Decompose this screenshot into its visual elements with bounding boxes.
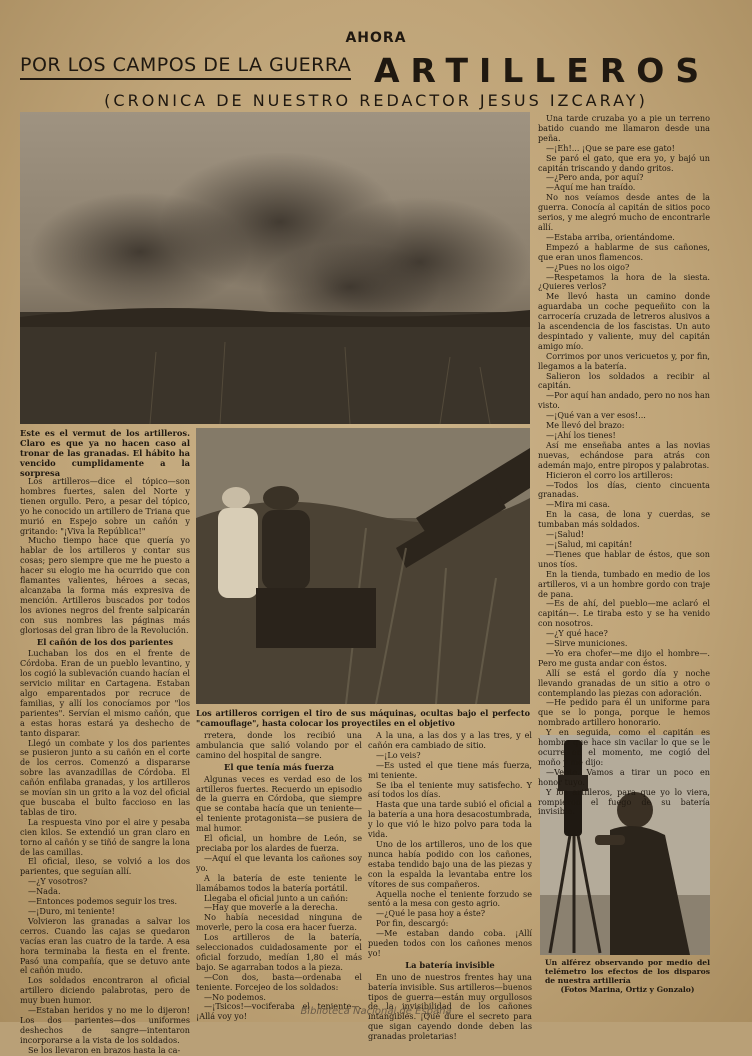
paragraph: —¡Ahí los tienes! xyxy=(546,430,616,440)
paragraph: —Estaban heridos y no me lo dijeron! Los dos parientes—dos uniformes deshechos de sangre—intentaron incorporarse a la vista de los soldados. xyxy=(20,1005,190,1045)
subheading: El cañón de los dos parientes xyxy=(36,636,174,647)
paragraph: —Sirve municiones. xyxy=(546,638,628,649)
paragraph: —¿Y vosotros? xyxy=(28,876,88,887)
paragraph: —Tienes que hablar de éstos, que son unos tíos. xyxy=(538,548,710,569)
photo-artillery-crew xyxy=(196,428,530,704)
kicker: AHORA xyxy=(345,30,407,46)
library-watermark: Biblioteca Nacional de España xyxy=(300,1006,452,1017)
paragraph: Uno de los artilleros, uno de los que nunca había podido con los cañones, estaba tendido bajo una de las piezas y con la espalda la levantaba entre los vítores de sus compañeros. xyxy=(368,838,532,889)
paragraph: —¡Salud! xyxy=(546,529,584,540)
paragraph: A la batería de este teniente le llamábamos todos la batería portátil. xyxy=(196,872,362,893)
text-column-2 xyxy=(196,730,362,1022)
paragraph: —Entonces podemos seguir los tres. xyxy=(28,896,178,907)
paragraph: —Respetamos la hora de la siesta. ¿Quieres verlos? xyxy=(538,271,710,292)
paragraph: En la casa, de lona y cuerdas, se tumbaban más soldados. xyxy=(538,509,710,530)
paragraph: Hasta que una tarde subió el oficial a la batería a una hora desacostumbrada, y lo que vió le hizo polvo para toda la vida. xyxy=(368,799,532,840)
paragraph: En la tienda, tumbado en medio de los artilleros, vi a un hombre gordo con traje de pana. xyxy=(538,568,710,599)
paragraph: Hicieron el corro los artilleros: xyxy=(546,469,673,480)
paragraph: —¡Lo veis? xyxy=(376,749,421,760)
paragraph: Mucho tiempo hace que quería yo hablar de los artilleros y contar sus cosas; pero siempre que me he puesto a hacer su elogio me ha ocurrido que con flamantes valientes, héroes a secas, alcanzaba la forma más expresiva de mención. Artilleros buscados por todos los aviones negros del frente salpicarán con sus nombres las páginas más gloriosas del gran libro de la Revolución. xyxy=(20,535,190,635)
paragraph: —He pedido para él un uniforme para que se lo ponga, porque le hemos nombrado artillero honorario. xyxy=(538,697,710,728)
paragraph: Así me enseñaba antes a las novias nuevas, echándose para atrás con ademán majo, entre piropos y palabrotas. xyxy=(538,439,710,470)
paragraph: Los soldados encontraron al oficial artillero diciendo palabrotas, pero de muy buen humor. xyxy=(20,975,190,1006)
paragraph: —Es de ahí, del pueblo—me aclaró el capitán—. Le tiraba esto y se ha venido con nosotros. xyxy=(538,598,710,629)
paragraph: —No podemos. xyxy=(204,991,266,1002)
paragraph: —Hay que moverle a la derecha. xyxy=(204,902,338,913)
caption-right-photo: Un alférez observando por medio del telémetro los efectos de los disparos de nuestra artillería xyxy=(545,958,710,985)
paragraph: Se los llevaron en brazos hasta la ca- xyxy=(28,1044,181,1055)
paragraph: —¿Y qué hace? xyxy=(546,628,608,639)
paragraph: —Yo era chofer—me dijo el hombre—. Pero me gusta andar con éstos. xyxy=(538,647,710,668)
caption-top-photo: Este es el vermut de los artilleros. Claro es que ya no hacen caso al tronar de las granadas. El hábito ha vencido cumplidamente a la sorpresa xyxy=(20,428,190,478)
paragraph: Luchaban los dos en el frente de Córdoba. Eran de un pueblo levantino, y los cogió la sublevación cuando hacían el servicio militar en Cartagena. Estaban algo emparentados por recruce de familias, y allí los conocíamos por "los parientes". Servían el mismo cañón, que a estas horas estará ya deshecho de tanto disparar. xyxy=(20,648,190,738)
paragraph: Llegó un combate y los dos parientes se pusieron junto a su cañón en el corte de los cerros. Comenzó a dispararse sobre las avanzadillas de Córdoba. El cañón enfilaba granadas, y los artilleros se movían sin un grito a la voz del oficial que buscaba el bulto faccioso en las tablas de tiro. xyxy=(20,737,190,817)
paragraph: Se iba el teniente muy satisfecho. Y así todos los días. xyxy=(368,779,532,800)
paragraph: —Vente. Vamos a tirar un poco en honor tuyo. xyxy=(538,766,710,787)
paragraph: —Me estaban dando coba. ¡Allí pueden todos con los cañones menos yo! xyxy=(368,928,532,958)
artillery-crew-image xyxy=(196,428,530,704)
paragraph: Me llevó hasta un camino donde aguardaba un coche pequeñito con la carrocería cruzada de letreros alusivos a la ascendencia de los fascistas. Un auto despintado y valiente, muy del capitán amigo mío. xyxy=(538,291,710,351)
paragraph: —Por aquí han andado, pero no nos han visto. xyxy=(538,390,710,411)
paragraph: —¿Qué le pasa hoy a éste? xyxy=(376,908,486,919)
smoke-field-image xyxy=(20,112,530,424)
paragraph: Salieron los soldados a recibir al capitán. xyxy=(538,370,710,391)
paragraph: —Estaba arriba, orientándome. xyxy=(546,231,675,242)
caption-middle-photo: Los artilleros corrigen el tiro de sus máquinas, ocultas bajo el perfecto "camouflage", hasta colocar los proyectiles en el objetivo xyxy=(196,708,530,728)
paragraph: Aquella noche el teniente forzudo se sentó a la mesa con gesto agrio. xyxy=(368,888,532,909)
paragraph: Allí se está el gordo día y noche llevando granadas de un sitio a otro o contemplando las piezas con adoración. xyxy=(538,667,710,698)
paragraph: Empezó a hablarme de sus cañones, que eran unos flamencos. xyxy=(538,241,710,262)
paragraph: rretera, donde los recibió una ambulancia que salió volando por el camino del hospital de sangre. xyxy=(196,730,362,760)
subheading: El que tenía más fuerza xyxy=(224,761,334,772)
paragraph: —Aquí el que levanta los cañones soy yo. xyxy=(196,852,362,873)
paragraph: Me llevó del brazo: xyxy=(546,420,625,431)
paragraph: Los artilleros—dice el tópico—son hombres fuertes, salen del Norte y tienen orgullo. Pero, a pesar del tópico, yo he conocido un artillero de Triana que murió en Espejo sobre un cañón y gritando: "¡Viva la República!" xyxy=(20,476,190,536)
paragraph: —¡Duro, mi teniente! xyxy=(28,905,115,916)
paragraph: Corrimos por unos vericuetos y, por fin, llegamos a la batería. xyxy=(538,350,710,371)
paragraph: —¡Eh!... ¡Que se pare ese gato! xyxy=(546,142,675,153)
text-column-1 xyxy=(20,476,190,1055)
section-title: POR LOS CAMPOS DE LA GUERRA xyxy=(20,54,351,80)
paragraph: Se paró el gato, que era yo, y bajó un capitán triscando y dando gritos. xyxy=(538,152,710,173)
paragraph: —¡Salud, mi capitán! xyxy=(546,538,633,549)
article-title: ARTILLEROS xyxy=(374,51,711,90)
paragraph: —Todos los días, ciento cincuenta granadas. xyxy=(538,479,710,500)
text-column-4 xyxy=(538,113,710,817)
paragraph: —Con dos, basta—ordenaba el teniente. Forcejeo de los soldados: xyxy=(196,971,362,992)
paragraph: No había necesidad ninguna de moverle, pero la cosa era hacer fuerza. xyxy=(196,912,362,933)
paragraph: Algunas veces es verdad eso de los artilleros fuertes. Recuerdo un episodio de la guerra en Córdoba, que siempre que se contaba hacía que un teniente—el teniente protagonista—se pusiera de mal humor. xyxy=(196,773,362,834)
paragraph: Por fin, descargó: xyxy=(376,918,449,929)
article-subtitle: (CRONICA DE NUESTRO REDACTOR JESUS IZCARAY) xyxy=(104,91,648,110)
paragraph: A la una, a las dos y a las tres, y el cañón era cambiado de sitio. xyxy=(368,730,532,750)
paragraph: Y los artilleros, para que yo lo viera, rompieron el fuego de su batería invisible. xyxy=(538,786,710,817)
paragraph: —Nada. xyxy=(28,886,61,897)
paragraph: —¿Pero anda, por aquí? xyxy=(546,172,644,183)
photo-smoke-field xyxy=(20,112,530,424)
paragraph: —Es usted el que tiene más fuerza, mi teniente. xyxy=(368,759,532,780)
paragraph: —¿Pues no los oigo? xyxy=(546,261,630,272)
paragraph: El oficial, ileso, se volvió a los dos parientes, que seguían allí. xyxy=(20,856,190,877)
paragraph: El oficial, un hombre de León, se preciaba por los alardes de fuerza. xyxy=(196,833,362,853)
paragraph: La respuesta vino por el aire y pesaba cien kilos. Se extendió un gran claro en torno al cañón y se tiñó de sangre la lona de las camillas. xyxy=(20,816,190,857)
paragraph: Los artilleros de la batería, seleccionados cuidadosamente por el oficial forzudo, medían 1,80 el más bajo. Se agarraban todos a la pieza. xyxy=(196,932,362,972)
paragraph: Y en seguida, como el capitán es hombre que hace sin vacilar lo que se le ocurre en el momento, me cogió del moño y me dijo: xyxy=(538,727,710,767)
paragraph: Una tarde cruzaba yo a pie un terreno batido cuando me llamaron desde una peña. xyxy=(538,113,710,143)
paragraph: No nos veíamos desde antes de la guerra. Conocía al capitán de sitios poco serios, y me alegró mucho de encontrarle allí. xyxy=(538,192,710,232)
subheading: La batería invisible xyxy=(405,959,495,970)
paragraph: Llegaba el oficial junto a un cañón: xyxy=(204,892,349,903)
photo-credits: (Fotos Marina, Ortiz y Gonzalo) xyxy=(560,985,695,994)
paragraph: —Mira mi casa. xyxy=(546,499,610,510)
paragraph: —Aquí me han traído. xyxy=(546,182,636,193)
paragraph: Volvieron las granadas a salvar los cerros. Cuando las cajas se quedaron vacías eran las cuatro de la tarde. A esa hora terminaba la fiesta en el frente. Pasó una compañía, que se detuvo ante el cañón mudo. xyxy=(20,915,190,976)
paragraph: —¡Tsicos!—vociferaba el teniente—. ¡Allá voy yo! xyxy=(196,1001,362,1022)
paragraph: —¡Qué van a ver esos!... xyxy=(546,410,646,421)
paragraph: En uno de nuestros frentes hay una batería invisible. Sus artilleros—buenos tipos de guerra—están muy orgullosos de la invisibilidad de los cañones intangibles. ¡Qué dure el secreto para que sigan cayendo donde deben las granadas proletarias! xyxy=(368,971,532,1042)
